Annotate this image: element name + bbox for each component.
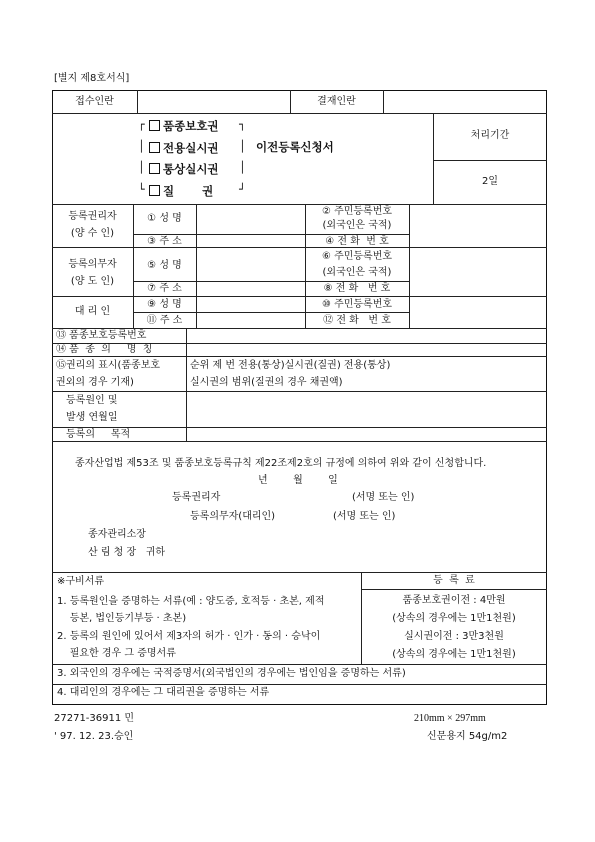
registrant-id-label: ② 주민등록번호 [321, 206, 393, 217]
obligor-label: 등록의무자 [68, 259, 117, 270]
registrant-phone-label: ④ 전 화 번 호 [325, 236, 389, 247]
rights-indication-desc[interactable]: 순위 제 번 전용(통상)실시권(질권) 전용(통상) [190, 360, 391, 371]
registrant-id-label-sub: (외국인은 국적) [322, 220, 392, 231]
required-doc-item: 4. 대리인의 경우에는 그 대리권을 증명하는 서류 [57, 687, 270, 698]
approval-label: 결재인란 [317, 96, 356, 107]
fee-line: (상속의 경우에는 1만1천원) [392, 649, 516, 660]
cause-label: 등록원인 및 [66, 395, 118, 406]
reception-label: 접수인란 [75, 96, 114, 107]
registrant-label-sub: (양 수 인) [70, 228, 115, 239]
obligor-phone-field[interactable] [410, 282, 546, 295]
processing-period-label: 처리기간 [470, 130, 510, 141]
obligor-address-label: ⑦ 주 소 [147, 283, 182, 294]
sign-registrant-seal[interactable]: (서명 또는 인) [352, 492, 415, 503]
obligor-id-field[interactable] [410, 248, 546, 280]
required-doc-item: 2. 등록의 원인에 있어서 제3자의 허가 · 인가 · 동의 · 승낙이 [57, 631, 321, 642]
footer-paper-size: 210mm × 297mm [414, 713, 486, 724]
registrant-label: 등록권리자 [68, 211, 117, 222]
purpose-field[interactable] [187, 428, 546, 440]
bracket-right: │ [239, 161, 246, 174]
bracket-left: │ [138, 161, 145, 174]
reg-number-field[interactable] [187, 329, 546, 342]
agent-label: 대 리 인 [74, 306, 111, 317]
recipient-line1: 종자관리소장 [88, 529, 146, 540]
obligor-id-label-sub: (외국인은 국적) [322, 267, 392, 278]
agent-phone-label: ⑫ 전 화 번 호 [323, 315, 391, 326]
required-doc-item: 1. 등록원인을 증명하는 서류(예 : 양도증, 호적등 · 초본, 제적 [57, 596, 325, 607]
fee-line: 품종보호권이전 : 4만원 [402, 595, 506, 606]
registrant-name-field[interactable] [197, 205, 304, 233]
required-docs-heading: ※구비서류 [57, 576, 105, 587]
obligor-id-label: ⑥ 주민등록번호 [321, 251, 393, 262]
agent-id-field[interactable] [410, 297, 546, 311]
footer-paper-type: 신문용지 54g/m2 [427, 731, 508, 742]
registrant-phone-field[interactable] [410, 235, 546, 246]
fee-line: (상속의 경우에는 1만1천원) [392, 613, 516, 624]
bracket-top-left: ┌ [138, 118, 145, 131]
form-title: 이전등록신청서 [256, 140, 334, 154]
right-option-plant-variety[interactable]: 품종보호권 [149, 120, 219, 133]
agent-address-label: ⑪ 주 소 [146, 315, 183, 326]
agent-name-field[interactable] [197, 297, 304, 311]
bracket-top-right: ┐ [239, 118, 246, 131]
footer-approval: ' 97. 12. 23.승인 [54, 731, 134, 742]
sign-obligor-label: 등록의무자(대리인) [190, 511, 276, 522]
rights-indication-label-sub: 권외의 경우 기재) [56, 377, 134, 388]
agent-address-field[interactable] [197, 313, 304, 327]
right-option-pledge[interactable]: 질 권 [149, 185, 213, 198]
checkbox-icon[interactable] [149, 120, 160, 131]
registrant-id-field[interactable] [410, 205, 546, 233]
obligor-phone-label: ⑧ 전 화 번 호 [323, 283, 391, 294]
variety-name-field[interactable] [187, 344, 546, 355]
cause-label-sub: 발생 연월일 [66, 412, 118, 423]
bracket-right: │ [239, 140, 246, 153]
cause-field[interactable] [187, 392, 546, 426]
fee-line: 실시권이전 : 3만3천원 [404, 631, 504, 642]
rights-indication-label: ⑮권리의 표시(품종보호 [56, 360, 161, 371]
declaration-date[interactable]: 년 월 일 [258, 475, 338, 486]
obligor-address-field[interactable] [197, 282, 304, 295]
fee-heading: 등 록 료 [433, 575, 475, 586]
bracket-left: │ [138, 140, 145, 153]
declaration-text: 종자산업법 제53조 및 품종보호등록규칙 제22조제2호의 규정에 의하여 위와 같이 신청합니다. [75, 458, 487, 469]
agent-name-label: ⑨ 성 명 [147, 299, 182, 310]
obligor-name-label: ⑤ 성 명 [147, 260, 182, 271]
required-doc-item: 3. 외국인의 경우에는 국적증명서(외국법인의 경우에는 법인임을 증명하는 서류) [57, 668, 406, 679]
obligor-name-field[interactable] [197, 248, 304, 280]
right-option-ordinary-license[interactable]: 통상실시권 [149, 163, 219, 176]
sign-obligor-seal[interactable]: (서명 또는 인) [333, 511, 396, 522]
approval-stamp-area[interactable] [384, 91, 546, 112]
sign-registrant-label: 등록권리자 [172, 492, 221, 503]
registrant-address-label: ③ 주 소 [147, 236, 182, 247]
processing-period-value: 2일 [481, 176, 499, 187]
variety-name-label: ⑭ 품 종 의 명 칭 [56, 344, 153, 355]
registrant-address-field[interactable] [197, 235, 304, 246]
checkbox-icon[interactable] [149, 163, 160, 174]
agent-phone-field[interactable] [410, 313, 546, 327]
bracket-bottom-left: └ [138, 183, 145, 196]
registrant-name-label: ① 성 명 [147, 213, 182, 224]
agent-id-label: ⑩ 주민등록번호 [321, 299, 393, 310]
checkbox-icon[interactable] [149, 142, 160, 153]
purpose-label: 등록의 목적 [66, 429, 131, 440]
right-option-exclusive-license[interactable]: 전용실시권 [149, 142, 219, 155]
obligor-label-sub: (양 도 인) [70, 276, 115, 287]
checkbox-icon[interactable] [149, 185, 160, 196]
required-doc-item: 필요한 경우 그 증명서류 [57, 648, 176, 659]
footer-code: 27271-36911 민 [54, 713, 135, 724]
required-doc-item: 등본, 법인등기부등 · 초본) [57, 613, 187, 624]
bracket-bottom-right: ┘ [239, 183, 246, 196]
reception-stamp-area[interactable] [138, 91, 289, 112]
form-number: [별지 제8호서식] [54, 73, 130, 84]
recipient-line2: 산 림 청 장 귀하 [88, 547, 166, 558]
rights-indication-desc-sub[interactable]: 실시권의 범위(질권의 경우 채권액) [190, 377, 343, 388]
reg-number-label: ⑬ 품종보호등록번호 [56, 330, 147, 341]
